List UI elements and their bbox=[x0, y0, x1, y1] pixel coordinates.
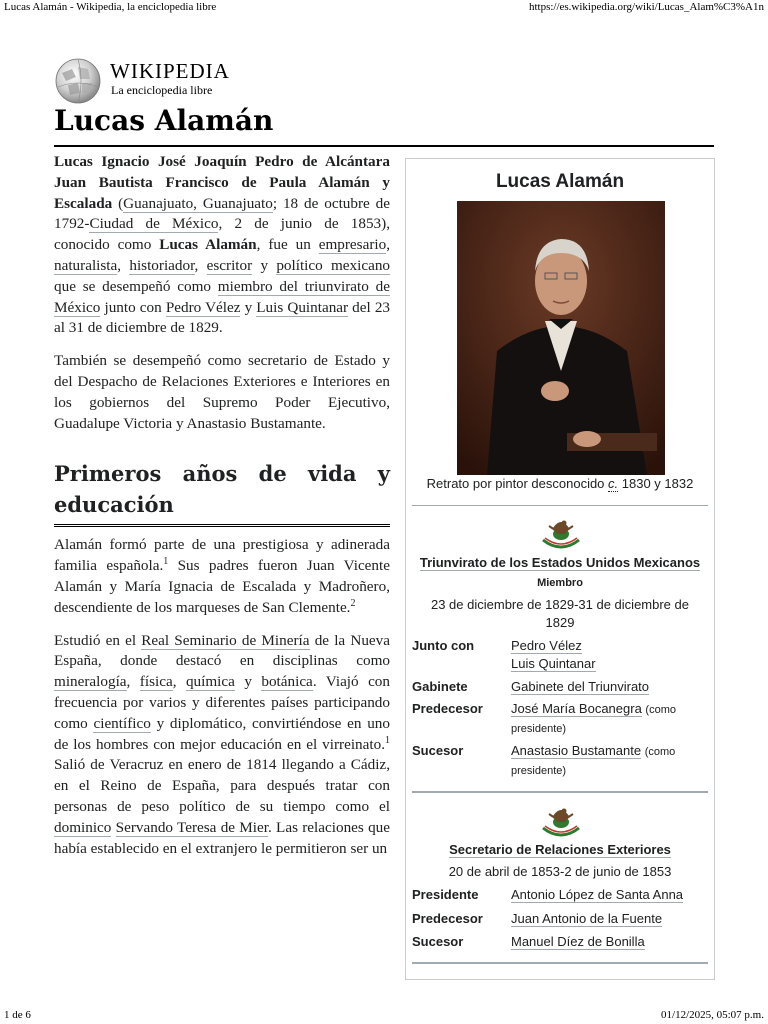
link-diez-de-bonilla[interactable]: Manuel Díez de Bonilla bbox=[511, 934, 645, 949]
text: y bbox=[234, 673, 262, 691]
link-empresario[interactable]: empresario bbox=[318, 236, 387, 254]
section-paragraph-2 bbox=[54, 631, 390, 860]
row-label: Sucesor bbox=[412, 934, 464, 949]
office-2-dates: 20 de abril de 1853-2 de junio de 1853 bbox=[448, 864, 672, 879]
office-1-link[interactable]: Triunvirato de los Estados Unidos Mexicanos bbox=[419, 555, 701, 570]
lead-paragraph-2: También se desempeñó como secretario de Estado y del Despacho de Relaciones Exteriores e Interiores en los gobiernos del Supremo Poder Ejecutivo, Guadalupe Victoria y Anastasio Bustamante. bbox=[54, 352, 390, 432]
text: junto con bbox=[100, 298, 166, 316]
row-value bbox=[511, 933, 708, 951]
section-heading-early-life: Primeros años de vida y educación bbox=[54, 458, 390, 527]
text: , bbox=[194, 256, 207, 274]
row-value bbox=[511, 637, 708, 673]
link-politico-mexicano[interactable]: político mexicano bbox=[276, 256, 391, 274]
text: , fue un bbox=[256, 236, 319, 254]
link-luis-quintanar-infobox[interactable]: Luis Quintanar bbox=[511, 656, 596, 671]
reference-1[interactable]: 1 bbox=[163, 556, 169, 568]
link-naturalista[interactable]: naturalista bbox=[54, 256, 118, 274]
row-value bbox=[511, 886, 708, 904]
wikipedia-globe-icon bbox=[54, 57, 102, 105]
infobox-divider-3 bbox=[412, 962, 708, 964]
link-escritor[interactable]: escritor bbox=[206, 256, 253, 274]
office-2-link[interactable]: Secretario de Relaciones Exteriores bbox=[449, 842, 671, 857]
link-triunvirato[interactable]: miembro del triunvirato de México bbox=[54, 277, 390, 316]
reference-1b[interactable]: 1 bbox=[385, 734, 390, 746]
link-quimica[interactable]: química bbox=[185, 673, 235, 691]
wikipedia-tagline: La enciclopedia libre bbox=[111, 83, 213, 97]
text: . Viajó con frecuencia por varios y diferentes países participando como bbox=[54, 673, 390, 732]
text: que se desempeñó como bbox=[54, 277, 218, 295]
text: , bbox=[126, 673, 140, 691]
portrait-caption bbox=[406, 476, 714, 491]
row-label: Junto con bbox=[412, 638, 475, 653]
short-name-bold: Lucas Alamán bbox=[159, 236, 257, 254]
link-santa-anna[interactable]: Antonio López de Santa Anna bbox=[511, 887, 684, 902]
row-label: Sucesor bbox=[412, 743, 464, 758]
link-bustamante[interactable]: Anastasio Bustamante bbox=[511, 743, 642, 758]
text: Estudió en el bbox=[54, 631, 142, 649]
print-url: https://es.wikipedia.org/wiki/Lucas_Alam%C3%A1n bbox=[528, 1, 764, 13]
link-pedro-velez[interactable]: Pedro Vélez bbox=[165, 298, 241, 316]
print-footer bbox=[0, 1009, 768, 1023]
text: . Las relaciones que había establecido en el extranjero le permitieron ser un bbox=[54, 818, 391, 857]
office-1-dates: 23 de diciembre de 1829-31 de diciembre de 1829 bbox=[430, 597, 689, 630]
full-name-bold: Lucas Ignacio José Joaquín Pedro de Alcántara Juan Bautista Francisco de Paula Alamán y Escalada bbox=[54, 153, 390, 212]
print-page-title: Lucas Alamán - Wikipedia, la enciclopedia libre bbox=[4, 1, 217, 13]
office-1-role: Miembro bbox=[537, 577, 583, 589]
page-title: Lucas Alamán bbox=[54, 104, 274, 137]
office-2-name[interactable] bbox=[406, 842, 714, 857]
text: y bbox=[240, 298, 257, 316]
section-paragraph-1 bbox=[54, 535, 390, 618]
mexico-coat-of-arms-icon bbox=[539, 514, 583, 552]
link-mineralogia[interactable]: mineralogía bbox=[54, 673, 127, 691]
link-dominico[interactable]: dominico bbox=[54, 818, 112, 836]
infobox bbox=[405, 158, 715, 980]
print-header bbox=[0, 1, 768, 15]
link-guanajuato[interactable]: Guanajuato, Guanajuato bbox=[123, 194, 273, 212]
row-label: Presidente bbox=[412, 887, 479, 902]
link-servando-teresa-de-mier[interactable]: Servando Teresa de Mier bbox=[115, 818, 268, 836]
link-bocanegra[interactable]: José María Bocanegra bbox=[511, 701, 642, 716]
title-divider bbox=[54, 145, 714, 147]
text: del 23 al 31 de diciembre de 1829. bbox=[54, 298, 391, 337]
row-note: (como presidente) bbox=[511, 746, 676, 777]
print-datetime: 01/12/2025, 05:07 p.m. bbox=[661, 1009, 764, 1021]
row-value bbox=[511, 678, 708, 696]
text: ( bbox=[112, 194, 124, 212]
wikipedia-logo[interactable] bbox=[54, 57, 254, 105]
reference-2[interactable]: 2 bbox=[350, 597, 356, 609]
infobox-divider-2 bbox=[412, 791, 708, 793]
office-1-name[interactable] bbox=[406, 555, 714, 570]
text: Alamán formó parte de una prestigiosa y adinerada familia española. bbox=[54, 536, 390, 575]
text: 1830 y 1832 bbox=[618, 476, 694, 491]
text: , bbox=[386, 236, 390, 254]
mexico-coat-of-arms-icon bbox=[539, 802, 583, 840]
row-value bbox=[511, 910, 708, 928]
row-label: Predecesor bbox=[412, 911, 483, 926]
link-gabinete[interactable]: Gabinete del Triunvirato bbox=[511, 679, 650, 694]
infobox-divider bbox=[412, 505, 708, 506]
link-fisica[interactable]: física bbox=[139, 673, 173, 691]
row-value bbox=[511, 700, 708, 738]
text: ; 18 de octubre de 1792- bbox=[54, 194, 390, 233]
article-body bbox=[54, 152, 390, 871]
text: , bbox=[172, 673, 186, 691]
text: de la Nueva España, donde destacó en disciplinas como bbox=[54, 631, 390, 670]
lead-paragraph-1 bbox=[54, 152, 390, 339]
link-cientifico[interactable]: científico bbox=[93, 714, 151, 732]
text: , bbox=[117, 256, 130, 274]
link-botanica[interactable]: botánica bbox=[261, 673, 313, 691]
link-ciudad-de-mexico[interactable]: Ciudad de México bbox=[89, 215, 219, 233]
row-label: Gabinete bbox=[412, 679, 468, 694]
text: Salió de Veracruz en enero de 1814 llegando a Cádiz, en el Reino de España, para después tratar con personas de peso político de su tiempo como el bbox=[54, 756, 390, 815]
row-label: Predecesor bbox=[412, 701, 483, 716]
link-de-la-fuente[interactable]: Juan Antonio de la Fuente bbox=[511, 911, 663, 926]
link-luis-quintanar[interactable]: Luis Quintanar bbox=[256, 298, 349, 316]
text: Sus padres fueron Juan Vicente Alamán y María Ignacia de Escalada y Madroñero, descendiente de los marqueses de San Clemente. bbox=[54, 557, 390, 616]
link-pedro-velez-infobox[interactable]: Pedro Vélez bbox=[511, 638, 582, 653]
link-real-seminario-mineria[interactable]: Real Seminario de Minería bbox=[141, 631, 310, 649]
text: y diplomático, convirtiéndose en uno de los hombres con mejor educación en el virreinato. bbox=[54, 714, 390, 753]
circa-abbr[interactable]: c. bbox=[608, 476, 619, 491]
text bbox=[111, 819, 115, 836]
row-note: (como presidente) bbox=[511, 704, 676, 735]
text: Retrato por pintor desconocido bbox=[426, 476, 609, 491]
wikipedia-wordmark: WIKIPEDIA bbox=[110, 59, 230, 83]
print-page-number: 1 de 6 bbox=[4, 1009, 31, 1021]
text: , 2 de junio de 1853), conocido como bbox=[54, 215, 390, 254]
portrait-image[interactable] bbox=[457, 201, 665, 475]
link-historiador[interactable]: historiador bbox=[129, 256, 195, 274]
row-value bbox=[511, 742, 708, 780]
infobox-title: Lucas Alamán bbox=[495, 171, 625, 192]
text: y bbox=[252, 256, 277, 274]
